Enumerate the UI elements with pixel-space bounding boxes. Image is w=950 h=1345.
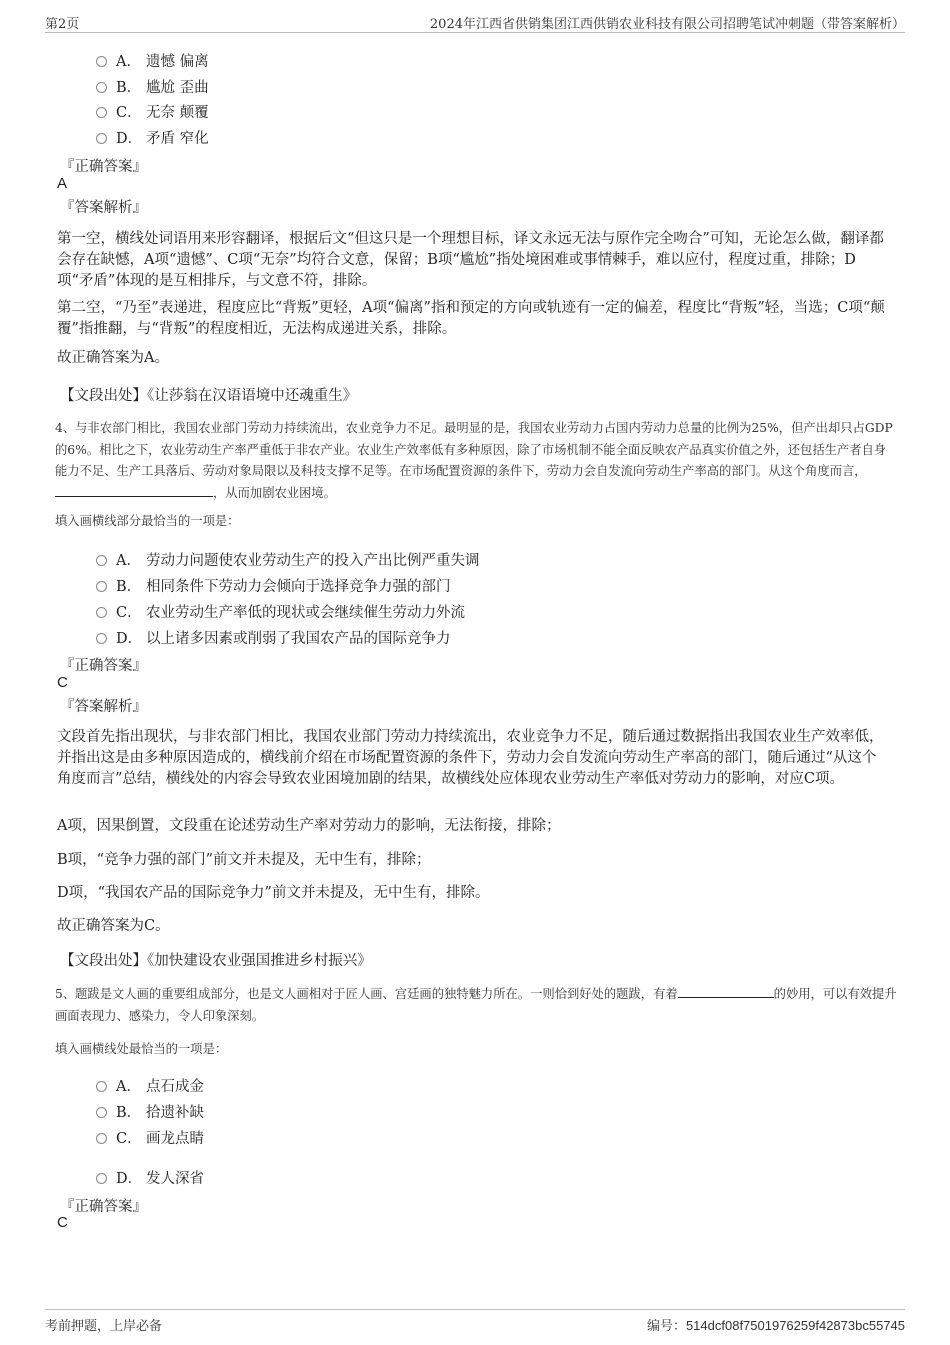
q4-option-d[interactable]: D． 以上诸多因素或削弱了我国农产品的国际竞争力 — [96, 627, 451, 649]
q4-answer-label: 『正确答案』 — [60, 658, 147, 674]
q4-analysis-paragraph: A项，因果倒置，文段重在论述劳动生产率对劳动力的影响，无法衔接，排除； — [57, 818, 561, 834]
q3-analysis-paragraph: 第二空，“乃至”表递进，程度应比“背叛”更轻，A项“偏离”指和预定的方向或轨迹有一定的偏差，程度比“背叛”轻，当选；C项“颠覆”指推翻，与“背叛”的程度相近，无法构成递进关系，排除。 — [57, 300, 885, 337]
q3-option-b[interactable]: B． 尴尬 歪曲 — [96, 76, 209, 98]
q5-answer-label: 『正确答案』 — [60, 1199, 147, 1215]
page-header — [45, 10, 905, 33]
q5-prompt: 填入画横线处最恰当的一项是： — [55, 1042, 228, 1056]
document-title: 2024年江西省供销集团江西供销农业科技有限公司招聘笔试冲刺题（带答案解析） — [429, 17, 905, 32]
q4-answer: C — [57, 674, 68, 691]
q3-answer-label: 『正确答案』 — [60, 159, 147, 175]
q3-analysis-paragraph: 故正确答案为A。 — [57, 350, 169, 366]
q3-source: 【文段出处】《让莎翁在汉语语境中还魂重生》 — [60, 388, 358, 404]
q4-option-a[interactable]: A． 劳动力问题使农业劳动生产的投入产出比例严重失调 — [96, 549, 480, 571]
q3-analysis-paragraph: 第一空，横线处词语用来形容翻译，根据后文“但这只是一个理想目标，译文永远无法与原作完全吻合”可知，无论怎么做，翻译都会存在缺憾，A项“遗憾”、C项“无奈”均符合文意，保留；B项“尴尬”指处境困难或事情棘手，难以应付，程度过重，排除；D项“矛盾”体现的是互相排斥，与文意不符，排除。 — [57, 231, 884, 289]
fill-blank — [678, 985, 774, 998]
q3-option-a[interactable]: A． 遗憾 偏离 — [96, 50, 209, 72]
q4-stem: 4、与非农部门相比，我国农业部门劳动力持续流出，农业竞争力不足。最明显的是，我国农业劳动力占国内劳动力总量的比例为25%，但产出却只占GDP的6%。相比之下，农业劳动生产率严重低于非农产业。农业生产效率低有多种原因，除了市场机制不能全面反映农产品真实价值之外，还包括生产者自身能力不足、生产工具落后、劳动对象局限以及科技支撑不足等。在市场配置资源的条件下，劳动力会自发流向劳动生产率高的部门。从这个角度而言，，从而加剧农业困境。 — [55, 421, 893, 500]
q4-analysis-paragraph: 故正确答案为C。 — [57, 918, 170, 934]
q3-analysis-label: 『答案解析』 — [60, 200, 147, 216]
q3-option-c[interactable]: C． 无奈 颠覆 — [96, 101, 209, 123]
radio-icon[interactable] — [96, 555, 107, 566]
radio-icon[interactable] — [96, 1133, 107, 1144]
radio-icon[interactable] — [96, 1081, 107, 1092]
page-footer — [45, 1309, 905, 1340]
fill-blank — [55, 484, 213, 497]
footer-slogan: 考前押题，上岸必备 — [45, 1319, 163, 1334]
radio-icon[interactable] — [96, 107, 107, 118]
radio-icon[interactable] — [96, 82, 107, 93]
q4-analysis-paragraph: B项，“竞争力强的部门”前文并未提及，无中生有，排除； — [57, 852, 431, 868]
q5-option-a[interactable]: A． 点石成金 — [96, 1075, 204, 1097]
radio-icon[interactable] — [96, 133, 107, 144]
radio-icon[interactable] — [96, 1107, 107, 1118]
radio-icon[interactable] — [96, 607, 107, 618]
q5-answer: C — [57, 1214, 68, 1231]
q3-answer: A — [57, 175, 68, 192]
q5-option-c[interactable]: C． 画龙点睛 — [96, 1127, 204, 1149]
q4-option-b[interactable]: B． 相同条件下劳动力会倾向于选择竞争力强的部门 — [96, 575, 451, 597]
q4-analysis-paragraph: 文段首先指出现状，与非农部门相比，我国农业部门劳动力持续流出，农业竞争力不足，随后通过数据指出我国农业生产效率低，并指出这是由多种原因造成的，横线前介绍在市场配置资源的条件下，劳动力会自发流向劳动生产率高的部门，随后通过“从这个角度而言”总结，横线处的内容会导致农业困境加剧的结果，故横线处应体现农业劳动生产率低对劳动力的影响，对应C项。 — [57, 729, 884, 787]
q4-option-c[interactable]: C． 农业劳动生产率低的现状或会继续催生劳动力外流 — [96, 601, 465, 623]
page-number: 第2页 — [45, 17, 80, 32]
radio-icon[interactable] — [96, 633, 107, 644]
q5-option-d[interactable]: D． 发人深省 — [96, 1167, 204, 1189]
radio-icon[interactable] — [96, 1173, 107, 1184]
radio-icon[interactable] — [96, 56, 107, 67]
q5-option-b[interactable]: B． 拾遗补缺 — [96, 1101, 204, 1123]
q5-stem: 5、题跋是文人画的重要组成部分，也是文人画相对于匠人画、宫廷画的独特魅力所在。一则恰到好处的题跋，有着 的妙用，可以有效提升画面表现力、感染力，令人印象深刻。 — [55, 987, 897, 1023]
q4-analysis-paragraph: D项，“我国农产品的国际竞争力”前文并未提及，无中生有，排除。 — [57, 885, 490, 901]
q4-source: 【文段出处】《加快建设农业强国推进乡村振兴》 — [60, 953, 372, 969]
radio-icon[interactable] — [96, 581, 107, 592]
document-code: 编号：514dcf08f7501976259f42873bc55745 — [646, 1318, 905, 1334]
q3-option-d[interactable]: D． 矛盾 窄化 — [96, 127, 209, 149]
q4-prompt: 填入画横线部分最恰当的一项是： — [55, 514, 240, 528]
q4-analysis-label: 『答案解析』 — [60, 699, 147, 715]
